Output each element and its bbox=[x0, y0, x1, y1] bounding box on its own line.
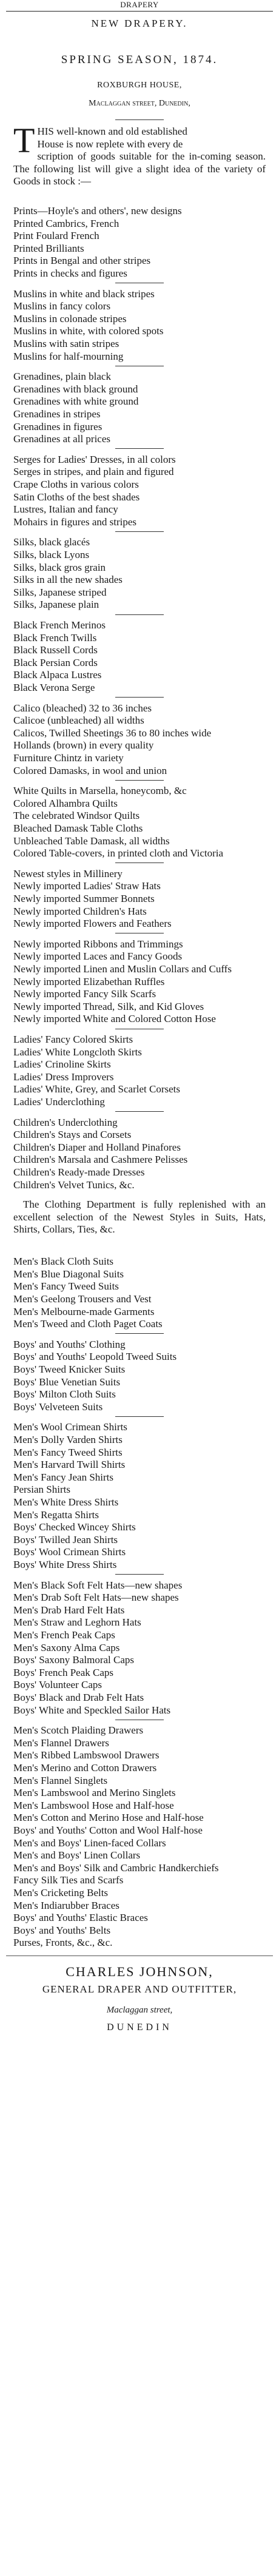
goods-item: Ladies' Underclothing bbox=[13, 1096, 105, 1108]
section-divider bbox=[115, 697, 164, 698]
menswear-item: Men's Drab Soft Felt Hats—new shapes bbox=[13, 1592, 179, 1604]
season-heading: SPRING SEASON, 1874. bbox=[61, 53, 218, 66]
goods-item: Lustres, Italian and fancy bbox=[13, 503, 118, 516]
goods-item: The celebrated Windsor Quilts bbox=[13, 810, 140, 822]
menswear-item: Men's Lambswool Hose and Half-hose bbox=[13, 1799, 174, 1811]
goods-item: Newly imported Linen and Muslin Collars and Cuffs bbox=[13, 963, 232, 975]
menswear-item: Boys' Checked Wincey Shirts bbox=[13, 1521, 136, 1533]
goods-item: Satin Cloths of the best shades bbox=[13, 491, 140, 503]
goods-item: Newly imported Ribbons and Trimmings bbox=[13, 938, 183, 950]
goods-item: Colored Alhambra Quilts bbox=[13, 797, 118, 809]
goods-item: Print Foulard French bbox=[13, 230, 99, 242]
signature-title: GENERAL DRAPER AND OUTFITTER, bbox=[42, 1983, 237, 1995]
goods-item: Ladies' White, Grey, and Scarlet Corsets bbox=[13, 1083, 180, 1095]
menswear-item: Men's Fancy Tweed Suits bbox=[13, 1280, 119, 1293]
goods-item: Hollands (brown) in every quality bbox=[13, 739, 154, 752]
menswear-item: Men's Indiarubber Braces bbox=[13, 1899, 119, 1911]
goods-item: Printed Cambrics, French bbox=[13, 217, 119, 229]
goods-item: Ladies' White Longcloth Skirts bbox=[13, 1046, 142, 1058]
goods-item: Serges for Ladies' Dresses, in all colors bbox=[13, 453, 176, 465]
goods-item: Prints—Hoyle's and others', new designs bbox=[13, 205, 182, 217]
intro-paragraph bbox=[13, 121, 266, 188]
goods-item: Grenadines with white ground bbox=[13, 395, 139, 408]
menswear-item: Boys' Blue Venetian Suits bbox=[13, 1376, 121, 1388]
signature-city: DUNEDIN bbox=[107, 2022, 172, 2033]
menswear-item: Boys' and Youths' Belts bbox=[13, 1924, 111, 1936]
menswear-item: Men's Straw and Leghorn Hats bbox=[13, 1616, 141, 1629]
menswear-item: Men's French Peak Caps bbox=[13, 1629, 115, 1641]
goods-item: Newly imported Thread, Silk, and Kid Gloves bbox=[13, 1000, 204, 1012]
section-divider bbox=[115, 531, 164, 532]
menswear-item: Boys' and Youths' Cotton and Wool Half-hose bbox=[13, 1824, 203, 1836]
menswear-item: Men's Regatta Shirts bbox=[13, 1508, 99, 1521]
menswear-item: Boys' Twilled Jean Shirts bbox=[13, 1533, 118, 1545]
goods-item: Grenadines, plain black bbox=[13, 371, 111, 383]
goods-item: Prints in checks and figures bbox=[13, 267, 127, 279]
goods-item: Children's Diaper and Holland Pinafores bbox=[13, 1141, 181, 1153]
goods-item: Children's Stays and Corsets bbox=[13, 1129, 132, 1141]
goods-item: Black Verona Serge bbox=[13, 682, 95, 693]
goods-item: Newly imported White and Colored Cotton Hose bbox=[13, 1013, 216, 1025]
goods-item: Newly imported Children's Hats bbox=[13, 905, 147, 917]
menswear-item: Men's Dolly Varden Shirts bbox=[13, 1434, 123, 1445]
goods-item: Newly imported Flowers and Feathers bbox=[13, 918, 172, 930]
goods-item: Silks in all the new shades bbox=[13, 574, 123, 586]
goods-item: Colored Damasks, in wool and union bbox=[13, 764, 167, 776]
goods-item: Silks, black gros grain bbox=[13, 561, 106, 573]
section-divider bbox=[115, 780, 164, 781]
signature-street: Maclaggan street, bbox=[106, 2005, 173, 2015]
menswear-item: Men's Saxony Alma Caps bbox=[13, 1641, 120, 1653]
menswear-item: Boys' Velveteen Suits bbox=[13, 1401, 103, 1413]
goods-item: Calicoe (unbleached) all widths bbox=[13, 715, 144, 727]
menswear-item: Boys' and Youths' Clothing bbox=[13, 1338, 126, 1350]
goods-item: Crape Cloths in various colors bbox=[13, 479, 139, 490]
menswear-item: Men's Black Cloth Suits bbox=[13, 1256, 114, 1268]
menswear-item: Men's Scotch Plaiding Drawers bbox=[13, 1724, 144, 1737]
goods-item: Newly imported Summer Bonnets bbox=[13, 893, 155, 904]
goods-item: Mohairs in figures and stripes bbox=[13, 516, 137, 528]
intro-rest: scription of goods suitable for the in-coming season. The following list will give a slight idea of the variety of Goods in stock :— bbox=[13, 150, 266, 187]
goods-item: Colored Table-covers, in printed cloth and Victoria bbox=[13, 847, 224, 859]
menswear-item: Men's Drab Hard Felt Hats bbox=[13, 1604, 125, 1616]
menswear-item: Men's and Boys' Linen-faced Collars bbox=[13, 1837, 166, 1849]
goods-item: Grenadines with black ground bbox=[13, 383, 138, 395]
clothing-paragraph bbox=[13, 1199, 266, 1236]
header-divider bbox=[115, 119, 164, 120]
menswear-item: Men's Cotton and Merino Hose and Half-hose bbox=[13, 1812, 204, 1824]
section-divider bbox=[115, 1111, 164, 1112]
menswear-item: Men's Harvard Twill Shirts bbox=[13, 1459, 126, 1471]
menswear-item: Boys' Saxony Balmoral Caps bbox=[13, 1654, 135, 1666]
menswear-item: Men's Wool Crimean Shirts bbox=[13, 1421, 127, 1433]
menswear-item: Boys' Black and Drab Felt Hats bbox=[13, 1692, 144, 1703]
goods-item: Black French Twills bbox=[13, 631, 97, 644]
goods-item: Muslins in white, with colored spots bbox=[13, 325, 164, 337]
goods-item: Calico (bleached) 32 to 36 inches bbox=[13, 702, 152, 714]
menswear-item: Men's and Boys' Linen Collars bbox=[13, 1849, 141, 1861]
goods-item: Prints in Bengal and other stripes bbox=[13, 255, 151, 267]
section-divider bbox=[115, 1574, 164, 1575]
menswear-item: Boys' and Youths' Leopold Tweed Suits bbox=[13, 1351, 177, 1363]
menswear-item: Persian Shirts bbox=[13, 1484, 70, 1496]
menswear-item: Men's White Dress Shirts bbox=[13, 1496, 119, 1508]
house-address: Maclaggan street, Dunedin, bbox=[89, 99, 190, 108]
goods-item: Muslins for half-mourning bbox=[13, 350, 124, 362]
menswear-item: Men's Merino and Cotton Drawers bbox=[13, 1762, 157, 1774]
goods-item: Black Russell Cords bbox=[13, 644, 98, 656]
goods-item: Silks, black glacés bbox=[13, 536, 90, 548]
goods-item: Unbleached Table Damask, all widths bbox=[13, 835, 170, 847]
ad-title: NEW DRAPERY. bbox=[91, 18, 188, 29]
goods-item: Children's Underclothing bbox=[13, 1116, 118, 1128]
intro-line-1: HIS well-known and old established bbox=[37, 126, 187, 137]
menswear-item: Men's Melbourne-made Garments bbox=[13, 1305, 155, 1317]
goods-item: Muslins in fancy colors bbox=[13, 300, 111, 312]
goods-item: Grenadines in figures bbox=[13, 420, 103, 432]
goods-item: Newly imported Elizabethan Ruffles bbox=[13, 975, 165, 987]
goods-item: Muslins in white and black stripes bbox=[13, 288, 155, 300]
menswear-item: Boys' and Youths' Elastic Braces bbox=[13, 1912, 148, 1924]
section-divider bbox=[115, 1333, 164, 1334]
goods-item: Muslins in colonade stripes bbox=[13, 312, 127, 325]
goods-item: Newest styles in Millinery bbox=[13, 867, 123, 879]
goods-item: Grenadines in stripes bbox=[13, 408, 101, 420]
goods-item: Ladies' Crinoline Skirts bbox=[13, 1058, 111, 1071]
menswear-item: Men's and Boys' Silk and Cambric Handkerchiefs bbox=[13, 1861, 219, 1874]
menswear-item: Men's Fancy Tweed Shirts bbox=[13, 1446, 123, 1458]
goods-item: Printed Brilliants bbox=[13, 242, 84, 254]
menswear-item: Boys' Milton Cloth Suits bbox=[13, 1388, 116, 1401]
signature-name: CHARLES JOHNSON, bbox=[66, 1964, 213, 1979]
menswear-item: Purses, Fronts, &c., &c. bbox=[13, 1937, 113, 1949]
goods-item: Muslins with satin stripes bbox=[13, 338, 119, 349]
menswear-item: Men's Cricketing Belts bbox=[13, 1887, 109, 1898]
department-heading: DRAPERY bbox=[120, 0, 159, 9]
goods-item: Children's Velvet Tunics, &c. bbox=[13, 1179, 135, 1191]
goods-item: Bleached Damask Table Cloths bbox=[13, 822, 143, 834]
menswear-item: Men's Lambswool and Merino Singlets bbox=[13, 1787, 176, 1799]
clothing-paragraph-text: The Clothing Department is fully replenished with an excellent selection of the Newest Styles in Suits, Hats, Shirts, Collars, Ties, &c. bbox=[13, 1199, 266, 1236]
goods-item: White Quilts in Marsella, honeycomb, &c bbox=[13, 785, 187, 797]
menswear-item: Men's Fancy Jean Shirts bbox=[13, 1471, 114, 1483]
house-name: ROXBURGH HOUSE, bbox=[97, 81, 182, 90]
goods-item: Silks, Japanese plain bbox=[13, 599, 99, 611]
intro-line-2: House is now replete with every de bbox=[37, 138, 183, 150]
goods-item: Newly imported Laces and Fancy Goods bbox=[13, 950, 183, 963]
intro-dropcap: T bbox=[13, 121, 35, 160]
menswear-item: Men's Tweed and Cloth Paget Coats bbox=[13, 1318, 163, 1330]
goods-item: Children's Marsala and Cashmere Pelisses bbox=[13, 1154, 188, 1166]
section-divider bbox=[115, 448, 164, 449]
menswear-item: Men's Geelong Trousers and Vest bbox=[13, 1293, 152, 1305]
goods-item: Ladies' Dress Improvers bbox=[13, 1071, 114, 1083]
section-divider bbox=[115, 1416, 164, 1417]
section-divider bbox=[115, 614, 164, 615]
goods-item: Children's Ready-made Dresses bbox=[13, 1166, 145, 1178]
menswear-item: Boys' Wool Crimean Shirts bbox=[13, 1546, 126, 1558]
menswear-item: Boys' White Dress Shirts bbox=[13, 1559, 117, 1570]
goods-item: Black French Merinos bbox=[13, 619, 106, 631]
goods-item: Silks, black Lyons bbox=[13, 549, 90, 560]
menswear-item: Men's Flannel Singlets bbox=[13, 1774, 108, 1786]
top-rule bbox=[6, 11, 273, 12]
goods-item: Silks, Japanese striped bbox=[13, 586, 107, 598]
menswear-item: Boys' Tweed Knicker Suits bbox=[13, 1364, 126, 1375]
menswear-item: Men's Blue Diagonal Suits bbox=[13, 1268, 124, 1280]
goods-item: Black Persian Cords bbox=[13, 656, 98, 668]
goods-item: Serges in stripes, and plain and figured bbox=[13, 466, 174, 478]
goods-item: Furniture Chintz in variety bbox=[13, 752, 124, 764]
menswear-item: Boys' White and Speckled Sailor Hats bbox=[13, 1704, 171, 1716]
goods-item: Ladies' Fancy Colored Skirts bbox=[13, 1034, 133, 1045]
goods-item: Newly imported Fancy Silk Scarfs bbox=[13, 988, 156, 1000]
goods-item: Calicos, Twilled Sheetings 36 to 80 inches wide bbox=[13, 727, 212, 739]
menswear-item: Men's Black Soft Felt Hats—new shapes bbox=[13, 1579, 183, 1591]
menswear-item: Boys' French Peak Caps bbox=[13, 1666, 114, 1678]
menswear-item: Men's Ribbed Lambswool Drawers bbox=[13, 1749, 160, 1761]
goods-item: Grenadines at all prices bbox=[13, 433, 111, 445]
menswear-item: Men's Flannel Drawers bbox=[13, 1737, 109, 1749]
menswear-item: Boys' Volunteer Caps bbox=[13, 1679, 102, 1691]
menswear-item: Fancy Silk Ties and Scarfs bbox=[13, 1874, 124, 1886]
goods-item: Black Alpaca Lustres bbox=[13, 669, 102, 681]
goods-item: Newly imported Ladies' Straw Hats bbox=[13, 880, 161, 892]
